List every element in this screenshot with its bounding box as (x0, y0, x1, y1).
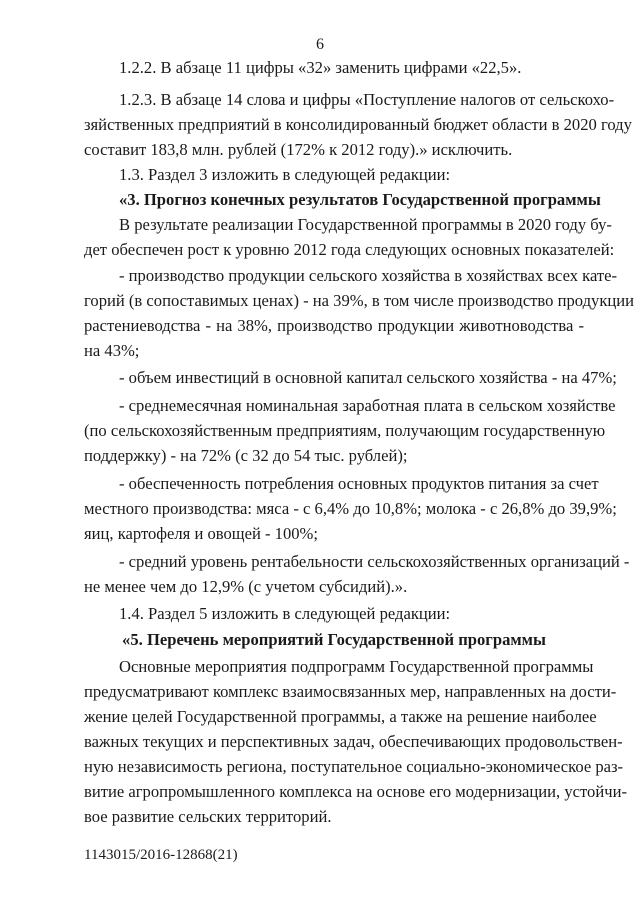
paragraph-line: зяйственных предприятий в консолидированный бюджет области в 2020 году (84, 115, 632, 134)
list-item-line: горий (в сопоставимых ценах) - на 39%, в том числе производство продукции (84, 291, 635, 310)
list-item-line: - обеспеченность потребления основных продуктов питания за счет (119, 474, 599, 493)
paragraph-line: предусматривают комплекс взаимосвязанных мер, направленных на дости- (84, 682, 617, 701)
paragraph-line: важных текущих и перспективных задач, обеспечивающих продовольствен- (84, 732, 623, 751)
paragraph-line: составит 183,8 млн. рублей (172% к 2012 году).» исключить. (84, 140, 513, 159)
paragraph-line: 1.2.3. В абзаце 14 слова и цифры «Поступление налогов от сельскохо- (119, 90, 615, 109)
list-item-line: - объем инвестиций в основной капитал сельского хозяйства - на 47%; (119, 368, 617, 387)
section-heading: «5. Перечень мероприятий Государственной программы (122, 630, 546, 649)
paragraph-line: 1.2.2. В абзаце 11 цифры «32» заменить цифрами «22,5». (119, 58, 522, 77)
list-item-line: растениеводства - на 38%, производство продукции животноводства - (84, 316, 584, 335)
list-item-line: местного производства: мяса - с 6,4% до 10,8%; молока - с 26,8% до 39,9%; (84, 499, 617, 518)
list-item-line: не менее чем до 12,9% (с учетом субсидий).». (84, 577, 408, 596)
paragraph-line: 1.4. Раздел 5 изложить в следующей редакции: (119, 604, 451, 623)
list-item-line: - производство продукции сельского хозяйства в хозяйствах всех кате- (119, 266, 618, 285)
list-item-line: яиц, картофеля и овощей - 100%; (84, 524, 318, 543)
paragraph-line: Основные мероприятия подпрограмм Государственной программы (119, 657, 594, 676)
paragraph-line: вое развитие сельских территорий. (84, 807, 332, 826)
paragraph-line: ную независимость региона, поступательное социально-экономическое раз- (84, 757, 624, 776)
list-item-line: на 43%; (84, 341, 140, 360)
list-item-line: (по сельскохозяйственным предприятиям, получающим государственную (84, 421, 606, 440)
list-item-line: - средний уровень рентабельности сельскохозяйственных организаций - (119, 552, 630, 571)
section-heading: «3. Прогноз конечных результатов Государственной программы (119, 190, 601, 209)
paragraph-line: витие агропромышленного комплекса на основе его модернизации, устойчи- (84, 782, 627, 801)
paragraph-line: жение целей Государственной программы, а также на решение наиболее (84, 707, 597, 726)
list-item-line: поддержку) - на 72% (с 32 до 54 тыс. рублей); (84, 446, 408, 465)
page-number: 6 (316, 36, 324, 53)
paragraph-line: 1.3. Раздел 3 изложить в следующей редакции: (119, 165, 451, 184)
list-item-line: - среднемесячная номинальная заработная плата в сельском хозяйстве (119, 396, 616, 415)
paragraph-line: дет обеспечен рост к уровню 2012 года следующих основных показателей: (84, 240, 615, 259)
document-footer-code: 1143015/2016-12868(21) (84, 847, 238, 863)
paragraph-line: В результате реализации Государственной программы в 2020 году бу- (119, 215, 612, 234)
